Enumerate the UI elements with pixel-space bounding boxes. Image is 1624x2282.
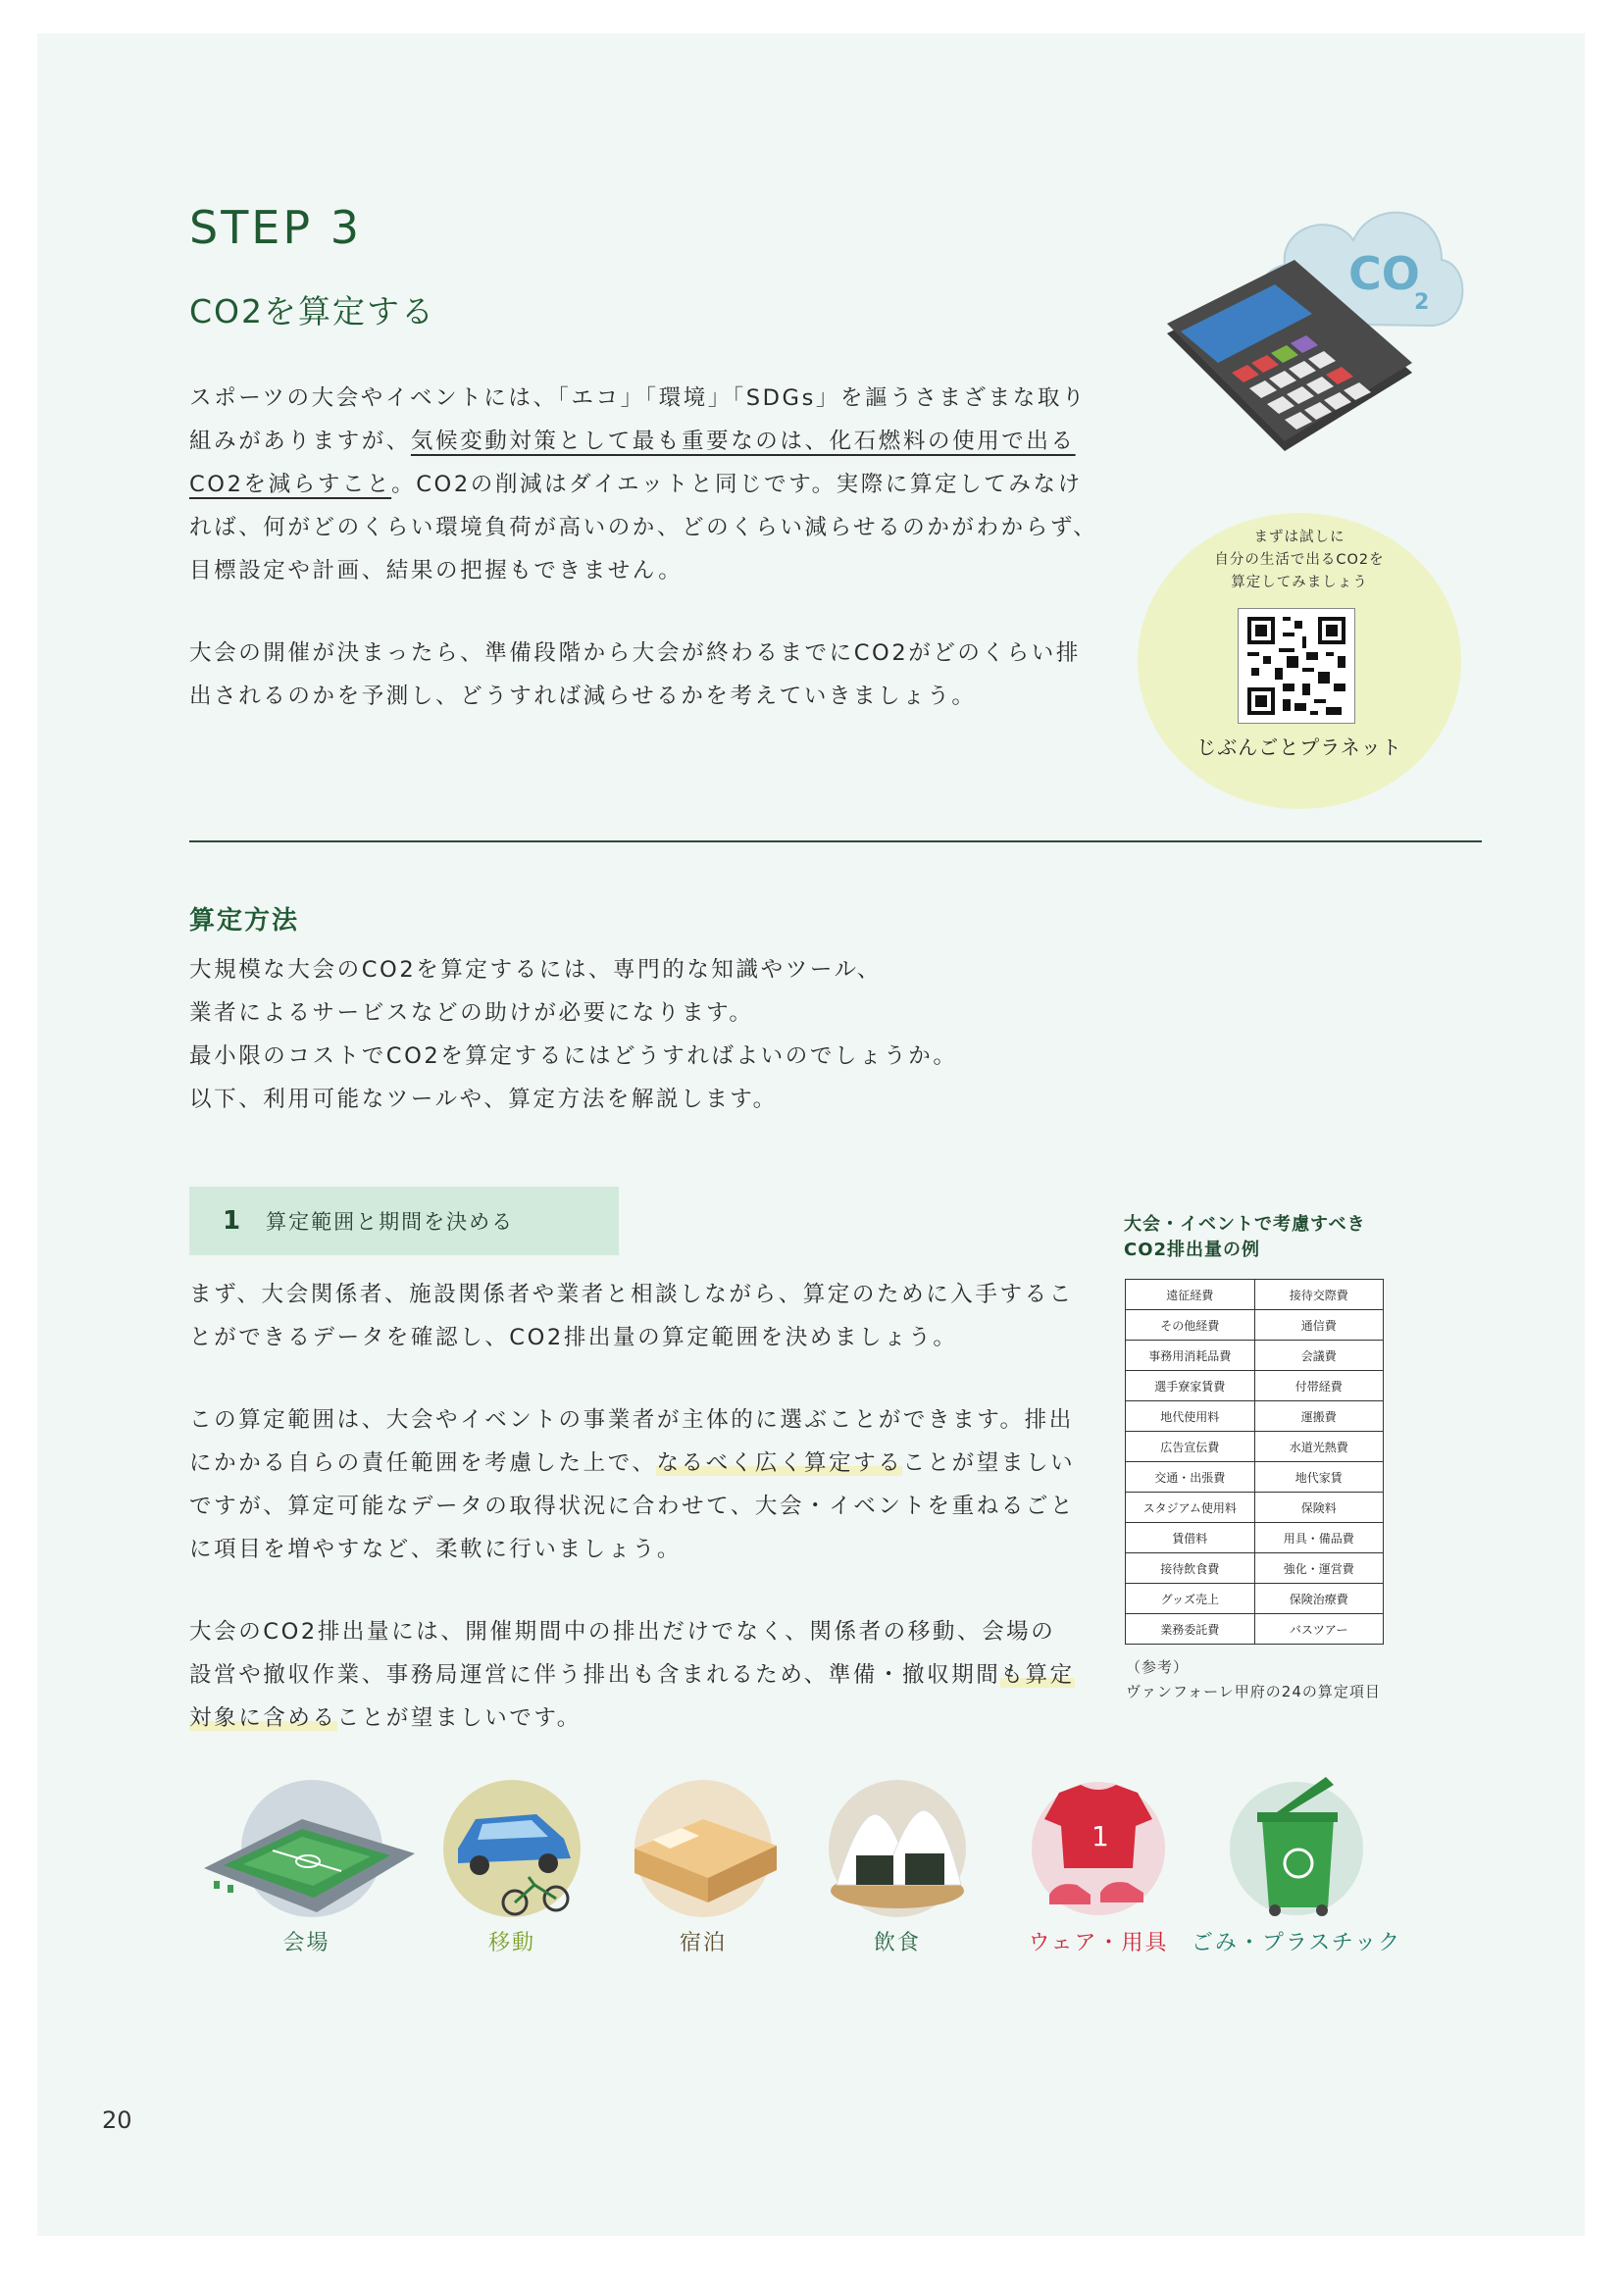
uniform-shoes-icon — [1020, 1775, 1177, 1922]
cost-table-cell: 選手寮家賃費 — [1126, 1371, 1255, 1401]
step1-label: 算定範囲と期間を決める — [266, 1210, 515, 1234]
highlight-text: 対象に含める — [189, 1705, 337, 1731]
cost-table-row — [1126, 1341, 1384, 1371]
underlined-key-point-2: CO2を減らすこと — [189, 472, 392, 497]
promo-text: まずは試しに 自分の生活で出るCO2を 算定してみましょう — [1214, 530, 1385, 590]
intro-line-3: CO2を減らすこと。CO2の削減はダイエットと同じです。実際に算定してみなけ — [189, 472, 1083, 497]
cost-table-cell: 保険治療費 — [1254, 1584, 1384, 1614]
page-number: 20 — [102, 2106, 132, 2134]
category-food — [814, 1775, 981, 1956]
step1-p3-line: 大会のCO2排出量には、開催期間中の排出だけでなく、関係者の移動、会場の — [189, 1619, 1056, 1645]
cost-table-row — [1126, 1523, 1384, 1553]
cost-table-cell: 遠征経費 — [1126, 1280, 1255, 1310]
category-label: 宿泊 — [679, 1931, 727, 1955]
cost-table-cell: 広告宣伝費 — [1126, 1432, 1255, 1462]
cost-table-cell: バスツアー — [1254, 1614, 1384, 1645]
step1-number: 1 — [223, 1206, 241, 1236]
intro-paragraph — [189, 377, 1101, 718]
step1-p3-line: 設営や撤収作業、事務局運営に伴う排出も含まれるため、準備・撤収期間も算定 — [189, 1662, 1075, 1688]
cost-table-cell: 地代使用料 — [1126, 1401, 1255, 1432]
step1-body — [189, 1273, 1091, 1740]
cost-table-cell: 通信費 — [1254, 1310, 1384, 1341]
step1-p2-line: この算定範囲は、大会やイベントの事業者が主体的に選ぶことができます。排出 — [189, 1407, 1074, 1433]
highlight-text: なるべく広く算定する — [656, 1450, 903, 1476]
svg-text:2: 2 — [1414, 290, 1430, 315]
method-line: 業者によるサービスなどの助けが必要になります。 — [189, 1000, 754, 1026]
category-lodging — [620, 1775, 787, 1956]
cost-table-note: （参考） ヴァンフォーレ甲府の24の算定項目 — [1126, 1658, 1381, 1700]
cost-table-cell: 事務用消耗品費 — [1126, 1341, 1255, 1371]
cost-table-cell: 地代家賃 — [1254, 1462, 1384, 1493]
category-label: 移動 — [487, 1931, 535, 1955]
step1-p2-line: に項目を増やすなど、柔軟に行いましょう。 — [189, 1537, 683, 1562]
cost-table-cell: 会議費 — [1254, 1341, 1384, 1371]
cost-table-cell: 接待交際費 — [1254, 1280, 1384, 1310]
cost-table-row — [1126, 1493, 1384, 1523]
qr-code[interactable] — [1238, 608, 1355, 724]
step-subtitle: CO2を算定する — [189, 292, 436, 330]
cost-table-cell: グッズ売上 — [1126, 1584, 1255, 1614]
method-paragraph — [189, 948, 1131, 1121]
category-label: 会場 — [282, 1931, 330, 1955]
cost-table-cell: スタジアム使用料 — [1126, 1493, 1255, 1523]
cost-table-row — [1126, 1401, 1384, 1432]
cost-table-cell: 用具・備品費 — [1254, 1523, 1384, 1553]
intro-p2-line-2: 出されるのかを予測し、どうすれば減らせるかを考えていきましょう。 — [189, 684, 977, 709]
highlight-text: も算定 — [1000, 1662, 1075, 1688]
cost-table-row — [1126, 1614, 1384, 1645]
cost-table-row — [1126, 1432, 1384, 1462]
trash-bin-icon — [1218, 1775, 1375, 1922]
intro-line-4: れば、何がどのくらい環境負荷が高いのか、どのくらい減らせるのかがわからず、 — [189, 515, 1098, 540]
qr-code-icon — [1239, 609, 1354, 723]
category-label: ごみ・プラスチック — [1191, 1931, 1402, 1955]
method-line: 最小限のコストでCO2を算定するにはどうすればよいのでしょうか。 — [189, 1043, 958, 1069]
category-label: 飲食 — [873, 1931, 921, 1955]
category-wear — [1010, 1775, 1187, 1956]
cost-table-cell: 保険料 — [1254, 1493, 1384, 1523]
cost-table-cell: 付帯経費 — [1254, 1371, 1384, 1401]
step1-p2-line: ですが、算定可能なデータの取得状況に合わせて、大会・イベントを重ねるごと — [189, 1494, 1076, 1519]
category-label: ウェア・用具 — [1028, 1931, 1169, 1955]
category-venue — [191, 1775, 422, 1956]
section-divider — [189, 840, 1482, 842]
onigiri-icon — [819, 1775, 976, 1922]
cost-table-row — [1126, 1584, 1384, 1614]
car-bicycle-icon — [438, 1775, 585, 1922]
cost-items-table — [1125, 1279, 1384, 1645]
intro-line-5: 目標設定や計画、結果の把握もできません。 — [189, 558, 684, 583]
intro-p2-line-1: 大会の開催が決まったら、準備段階から大会が終わるまでにCO2がどのくらい排 — [189, 640, 1081, 666]
step1-p2-line: にかかる自らの責任範囲を考慮した上で、なるべく広く算定することが望ましい — [189, 1450, 1076, 1476]
method-heading: 算定方法 — [189, 906, 300, 936]
category-waste — [1189, 1775, 1404, 1956]
cost-table-cell: 交通・出張費 — [1126, 1462, 1255, 1493]
method-line: 大規模な大会のCO2を算定するには、専門的な知識やツール、 — [189, 957, 882, 983]
step1-heading-box — [189, 1187, 619, 1255]
svg-text:1: 1 — [1091, 1820, 1109, 1852]
step1-p3-line: 対象に含めることが望ましいです。 — [189, 1705, 582, 1731]
cost-table-cell: 賃借料 — [1126, 1523, 1255, 1553]
cost-table-cell: 接待飲食費 — [1126, 1553, 1255, 1584]
step-title: STEP 3 — [189, 201, 362, 254]
qr-label[interactable]: じぶんごとプラネット — [1196, 735, 1402, 759]
step1-p1-line: まず、大会関係者、施設関係者や業者と相談しながら、算定のために入手するこ — [189, 1282, 1074, 1307]
cost-table-row — [1126, 1280, 1384, 1310]
cost-table-cell: 強化・運営費 — [1254, 1553, 1384, 1584]
category-transport — [429, 1775, 595, 1956]
cost-table-row — [1126, 1371, 1384, 1401]
calculator-co2-illustration — [1147, 157, 1471, 471]
cost-table-row — [1126, 1553, 1384, 1584]
cost-table-cell: 水道光熱費 — [1254, 1432, 1384, 1462]
step1-p1-line: とができるデータを確認し、CO2排出量の算定範囲を決めましょう。 — [189, 1325, 958, 1350]
cost-table-cell: その他経費 — [1126, 1310, 1255, 1341]
stadium-icon — [194, 1775, 420, 1922]
intro-line-2: 組みがありますが、気候変動対策として最も重要なのは、化石燃料の使用で出る — [189, 429, 1076, 454]
intro-line-1: スポーツの大会やイベントには、「エコ」「環境」「SDGs」を謳うさまざまな取り — [189, 385, 1088, 411]
cost-table-title: 大会・イベントで考慮すべき CO2排出量の例 — [1124, 1214, 1366, 1260]
cost-table-cell: 業務委託費 — [1126, 1614, 1255, 1645]
cost-table-row — [1126, 1462, 1384, 1493]
method-line: 以下、利用可能なツールや、算定方法を解説します。 — [189, 1087, 778, 1112]
cost-table-cell: 運搬費 — [1254, 1401, 1384, 1432]
bed-icon — [625, 1775, 782, 1922]
svg-text:CO: CO — [1348, 247, 1420, 300]
cost-table-row — [1126, 1310, 1384, 1341]
underlined-key-point: 気候変動対策として最も重要なのは、化石燃料の使用で出る — [410, 429, 1076, 454]
